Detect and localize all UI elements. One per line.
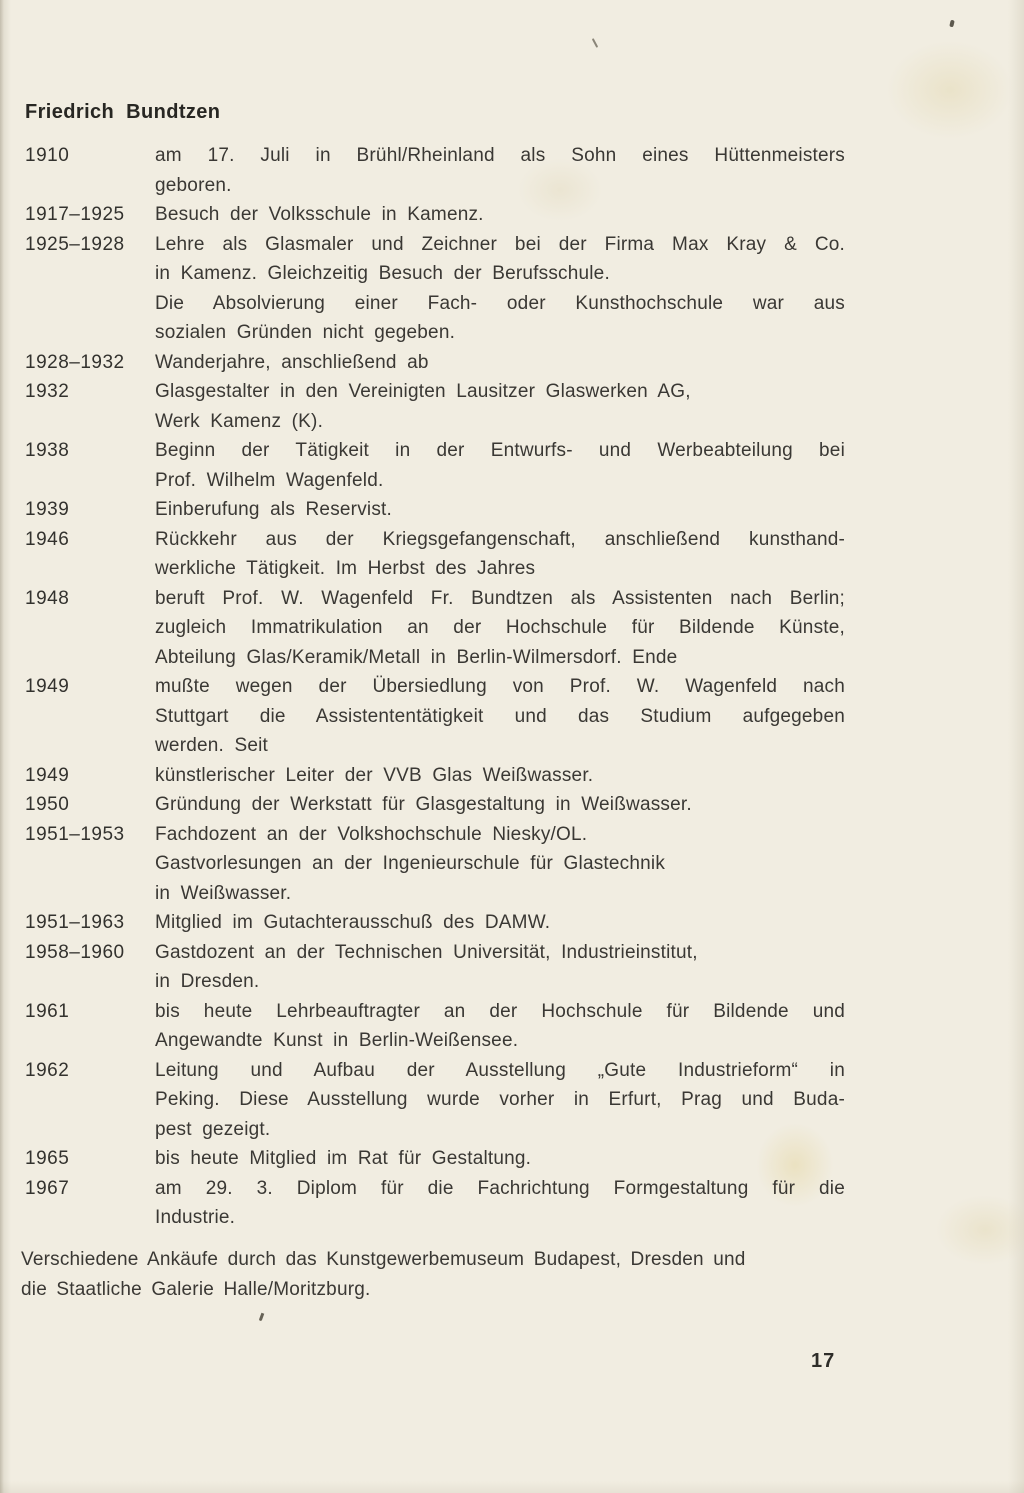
timeline-date: 1958–1960 <box>25 941 125 963</box>
timeline-description <box>155 1144 845 1174</box>
timeline-line: Leitung und Aufbau der Ausstellung „Gute Industrieform“ in <box>155 1059 845 1081</box>
timeline-date: 1962 <box>25 1059 70 1081</box>
timeline-line: Prof. Wilhelm Wagenfeld. <box>155 469 384 491</box>
timeline-entry <box>25 141 845 200</box>
timeline-line: werkliche Tätigkeit. Im Herbst des Jahres <box>155 558 536 579</box>
timeline-entry <box>25 761 845 791</box>
timeline-entry <box>25 436 845 495</box>
timeline-line: geboren. <box>155 174 232 196</box>
timeline-line: Gastdozent an der Technischen Universität, Industrieinstitut, <box>155 941 698 963</box>
timeline-entry <box>25 377 845 436</box>
timeline-date: 1939 <box>25 499 70 520</box>
timeline-line: Lehre als Glasmaler und Zeichner bei der Firma Max Kray & Co. <box>155 233 845 255</box>
timeline-entry <box>25 1144 845 1174</box>
timeline-line: beruft Prof. W. Wagenfeld Fr. Bundtzen als Assistenten nach Berlin; <box>155 587 845 609</box>
footer-paragraph <box>21 1245 833 1304</box>
timeline-date: 1938 <box>25 440 70 461</box>
timeline-line: in Weißwasser. <box>155 882 292 904</box>
timeline-line: Wanderjahre, anschließend ab <box>155 351 429 373</box>
timeline-line: werden. Seit <box>155 735 269 756</box>
timeline-entry <box>25 820 845 909</box>
timeline-entry <box>25 908 845 938</box>
timeline-line: bis heute Lehrbeauftragter an der Hochschule für Bildende und <box>155 1000 845 1022</box>
timeline-line: Besuch der Volksschule in Kamenz. <box>155 204 484 225</box>
timeline-entry <box>25 997 845 1056</box>
timeline-entry <box>25 348 845 378</box>
paper-speck <box>592 38 598 48</box>
timeline-line: Glasgestalter in den Vereinigten Lausitzer Glaswerken AG, <box>155 381 691 402</box>
paper-speck <box>949 20 955 28</box>
timeline-entry <box>25 525 845 584</box>
footer-line: Verschiedene Ankäufe durch das Kunstgewerbemuseum Budapest, Dresden und <box>21 1249 746 1270</box>
timeline-entry <box>25 495 845 525</box>
timeline-date: 1949 <box>25 676 70 697</box>
timeline-line: in Kamenz. Gleichzeitig Besuch der Berufsschule. <box>155 263 610 284</box>
timeline-line: pest gezeigt. <box>155 1118 271 1140</box>
timeline-date: 1950 <box>25 794 70 815</box>
timeline-date: 1910 <box>25 145 70 166</box>
timeline-entry <box>25 584 845 673</box>
timeline-description <box>155 200 845 230</box>
timeline-description <box>155 495 845 525</box>
timeline-line: Stuttgart die Assistententätigkeit und das Studium aufgegeben <box>155 705 845 727</box>
timeline-entry <box>25 938 845 997</box>
timeline-line: zugleich Immatrikulation an der Hochschule für Bildende Künste, <box>155 617 845 638</box>
timeline-line: Mitglied im Gutachterausschuß des DAMW. <box>155 912 551 933</box>
timeline-date: 1951–1963 <box>25 912 125 933</box>
timeline-description <box>155 230 845 348</box>
timeline-line: Werk Kamenz (K). <box>155 410 324 432</box>
timeline-line: Beginn der Tätigkeit in der Entwurfs- und Werbeabteilung bei <box>155 440 845 461</box>
page-title: Friedrich Bundtzen <box>25 101 221 124</box>
timeline-line: Peking. Diese Ausstellung wurde vorher in Erfurt, Prag und Buda- <box>155 1089 845 1110</box>
timeline-line: Abteilung Glas/Keramik/Metall in Berlin-Wilmersdorf. Ende <box>155 646 678 668</box>
timeline-date: 1967 <box>25 1177 70 1199</box>
timeline-description <box>155 348 845 378</box>
timeline-line: Die Absolvierung einer Fach- oder Kunsthochschule war aus <box>155 292 845 314</box>
timeline-entry <box>25 672 845 761</box>
page-number: 17 <box>811 1350 836 1372</box>
timeline-description <box>155 997 845 1056</box>
timeline-entry <box>25 1174 845 1233</box>
timeline-date: 1949 <box>25 764 70 786</box>
timeline-line: mußte wegen der Übersiedlung von Prof. W. Wagenfeld nach <box>155 676 845 697</box>
timeline-date: 1948 <box>25 587 70 609</box>
timeline-line: in Dresden. <box>155 971 260 992</box>
paper-speck <box>259 1313 265 1322</box>
timeline-line: Fachdozent an der Volkshochschule Niesky/OL. <box>155 823 588 845</box>
timeline-date: 1925–1928 <box>25 233 125 255</box>
timeline-line: Angewandte Kunst in Berlin-Weißensee. <box>155 1030 519 1051</box>
timeline-description <box>155 141 845 200</box>
timeline-description <box>155 672 845 761</box>
timeline-description <box>155 908 845 938</box>
timeline-entry <box>25 230 845 348</box>
timeline-date: 1965 <box>25 1148 70 1169</box>
timeline-line: Rückkehr aus der Kriegsgefangenschaft, anschließend kunsthand- <box>155 528 845 550</box>
timeline-line: künstlerischer Leiter der VVB Glas Weißwasser. <box>155 764 594 786</box>
timeline-description <box>155 377 845 436</box>
timeline-entry <box>25 790 845 820</box>
timeline-date: 1917–1925 <box>25 204 125 225</box>
timeline-date: 1928–1932 <box>25 351 125 373</box>
footer-line: die Staatliche Galerie Halle/Moritzburg. <box>21 1278 371 1300</box>
timeline-line: Industrie. <box>155 1207 236 1228</box>
timeline <box>25 141 845 1233</box>
timeline-line: bis heute Mitglied im Rat für Gestaltung. <box>155 1148 532 1169</box>
timeline-line: Gründung der Werkstatt für Glasgestaltung in Weißwasser. <box>155 794 692 815</box>
timeline-description <box>155 436 845 495</box>
timeline-line: Einberufung als Reservist. <box>155 499 392 520</box>
timeline-description <box>155 820 845 909</box>
timeline-date: 1932 <box>25 381 70 402</box>
timeline-line: am 17. Juli in Brühl/Rheinland als Sohn eines Hüttenmeisters <box>155 145 845 166</box>
timeline-description <box>155 790 845 820</box>
timeline-description <box>155 761 845 791</box>
timeline-date: 1961 <box>25 1000 70 1022</box>
timeline-entry <box>25 1056 845 1145</box>
timeline-description <box>155 938 845 997</box>
timeline-description <box>155 584 845 673</box>
timeline-line: am 29. 3. Diplom für die Fachrichtung Formgestaltung für die <box>155 1177 845 1199</box>
timeline-entry <box>25 200 845 230</box>
timeline-line: Gastvorlesungen an der Ingenieurschule für Glastechnik <box>155 853 666 874</box>
timeline-date: 1951–1953 <box>25 823 125 845</box>
timeline-description <box>155 1056 845 1145</box>
timeline-line: sozialen Gründen nicht gegeben. <box>155 322 456 343</box>
timeline-description <box>155 1174 845 1233</box>
timeline-description <box>155 525 845 584</box>
timeline-date: 1946 <box>25 528 70 550</box>
